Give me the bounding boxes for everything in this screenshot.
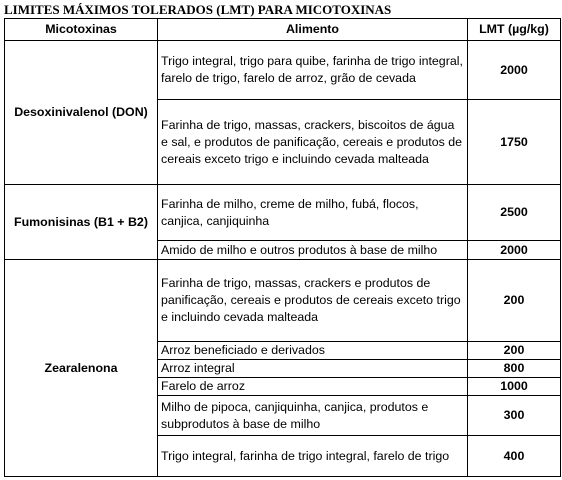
food-cell: Amido de milho e outros produtos à base de milho [158, 241, 468, 260]
mycotoxin-cell: Desoxinivalenol (DON) [5, 41, 158, 185]
lmt-table [4, 18, 561, 477]
lmt-cell: 1750 [468, 100, 561, 185]
header-food: Alimento [158, 19, 468, 41]
food-cell: Milho de pipoca, canjiquinha, canjica, produtos e subprodutos à base de milho [158, 396, 468, 436]
table-row [5, 41, 561, 100]
mycotoxin-cell: Zearalenona [5, 260, 158, 477]
lmt-cell: 200 [468, 342, 561, 360]
table-row [5, 185, 561, 241]
lmt-cell: 1000 [468, 378, 561, 396]
food-cell: Farinha de trigo, massas, crackers, biscoitos de água e sal, e produtos de panificação, cereais e produtos de cereais exceto trigo e incluindo cevada malteada [158, 100, 468, 185]
lmt-cell: 2500 [468, 185, 561, 241]
lmt-cell: 200 [468, 260, 561, 342]
lmt-cell: 300 [468, 396, 561, 436]
food-cell: Farelo de arroz [158, 378, 468, 396]
food-cell: Farinha de milho, creme de milho, fubá, flocos, canjica, canjiquinha [158, 185, 468, 241]
lmt-cell: 800 [468, 360, 561, 378]
header-mycotoxins: Micotoxinas [5, 19, 158, 41]
table-row [5, 260, 561, 342]
header-lmt: LMT (µg/kg) [468, 19, 561, 41]
food-cell: Farinha de trigo, massas, crackers e produtos de panificação, cereais e produtos de cereais exceto trigo e incluindo cevada malteada [158, 260, 468, 342]
lmt-cell: 2000 [468, 41, 561, 100]
food-cell: Trigo integral, farinha de trigo integral, farelo de trigo [158, 436, 468, 477]
food-cell: Arroz beneficiado e derivados [158, 342, 468, 360]
table-title: LIMITES MÁXIMOS TOLERADOS (LMT) PARA MICOTOXINAS [4, 2, 392, 17]
lmt-cell: 2000 [468, 241, 561, 260]
food-cell: Trigo integral, trigo para quibe, farinha de trigo integral, farelo de trigo, farelo de arroz, grão de cevada [158, 41, 468, 100]
lmt-cell: 400 [468, 436, 561, 477]
header-row [5, 19, 561, 41]
food-cell: Arroz integral [158, 360, 468, 378]
mycotoxin-cell: Fumonisinas (B1 + B2) [5, 185, 158, 260]
